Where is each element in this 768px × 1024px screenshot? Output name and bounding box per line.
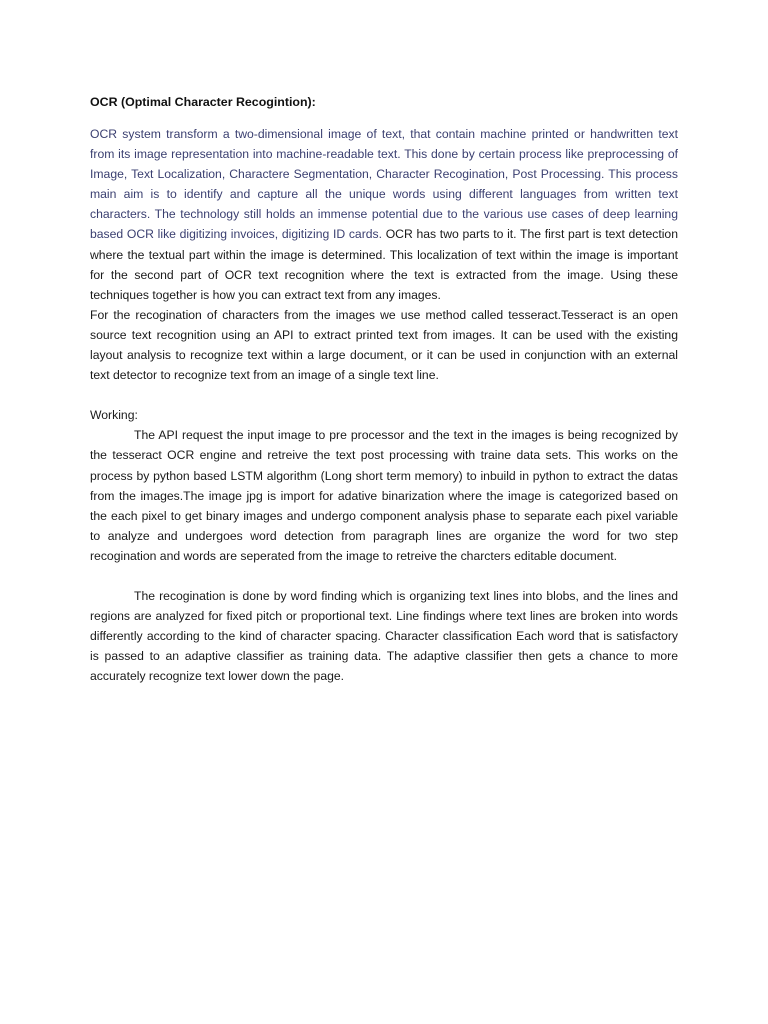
intro-colored-text: OCR system transform a two-dimensional image of text, that contain machine printed or handwritten text from its image representation into machine-readable text. This done by certain process like preprocessing of Image, Text Localization, Charactere Segmentation, Character Recogination, Post Processing. This process main aim is to identify and capture all the unique words using different languages from written text characters. The technology still holds an immense potential due to the various use cases of deep learning based OCR like digitizing invoices, digitizing ID cards. [90, 127, 678, 242]
recognition-paragraph: The recogination is done by word finding which is organizing text lines into blobs, and the lines and regions are analyzed for fixed pitch or proportional text. Line findings where text lines are broken into words differently according to the kind of character spacing. Character classification Each word that is satisfactory is passed to an adaptive classifier as training data. The adaptive classifier then gets a chance to more accurately recognize text lower down the page. [90, 588, 678, 684]
intro-black-text: OCR has two parts to it. The first part is text detection where the textual part within the image is determined. This localization of text within the image is important for the second part of OCR text recognition where the text is extracted from the image. Using these techniques together is how you can extract text from any images. [90, 227, 678, 302]
working-heading: Working: [90, 408, 138, 423]
working-paragraph: The API request the input image to pre processor and the text in the images is being recognized by the tesseract OCR engine and retreive the text post processing with traine data sets. This works on the process by python based LSTM algorithm (Long short term memory) to inbuild in python to extract the datas from the images.The image jpg is import for adative binarization where the image is categorized based on the each pixel to get binary images and undergo component analysis phase to separate each pixel variable to analyze and undergoes word detection from paragraph lines are organize the word for two step recogination and words are seperated from the image to retreive the charcters editable document. [90, 428, 678, 563]
tesseract-paragraph: For the recogination of characters from the images we use method called tesseract.Tesseract is an open source text recognition using an API to extract printed text from images. It can be used with the existing layout analysis to recognize text within a large document, or it can be used in conjunction with an external text detector to recognize text from an image of a single text line. [90, 307, 678, 383]
document-title: OCR (Optimal Character Recogintion): [90, 95, 316, 109]
document-body [90, 92, 678, 686]
intro-paragraph [90, 124, 678, 305]
